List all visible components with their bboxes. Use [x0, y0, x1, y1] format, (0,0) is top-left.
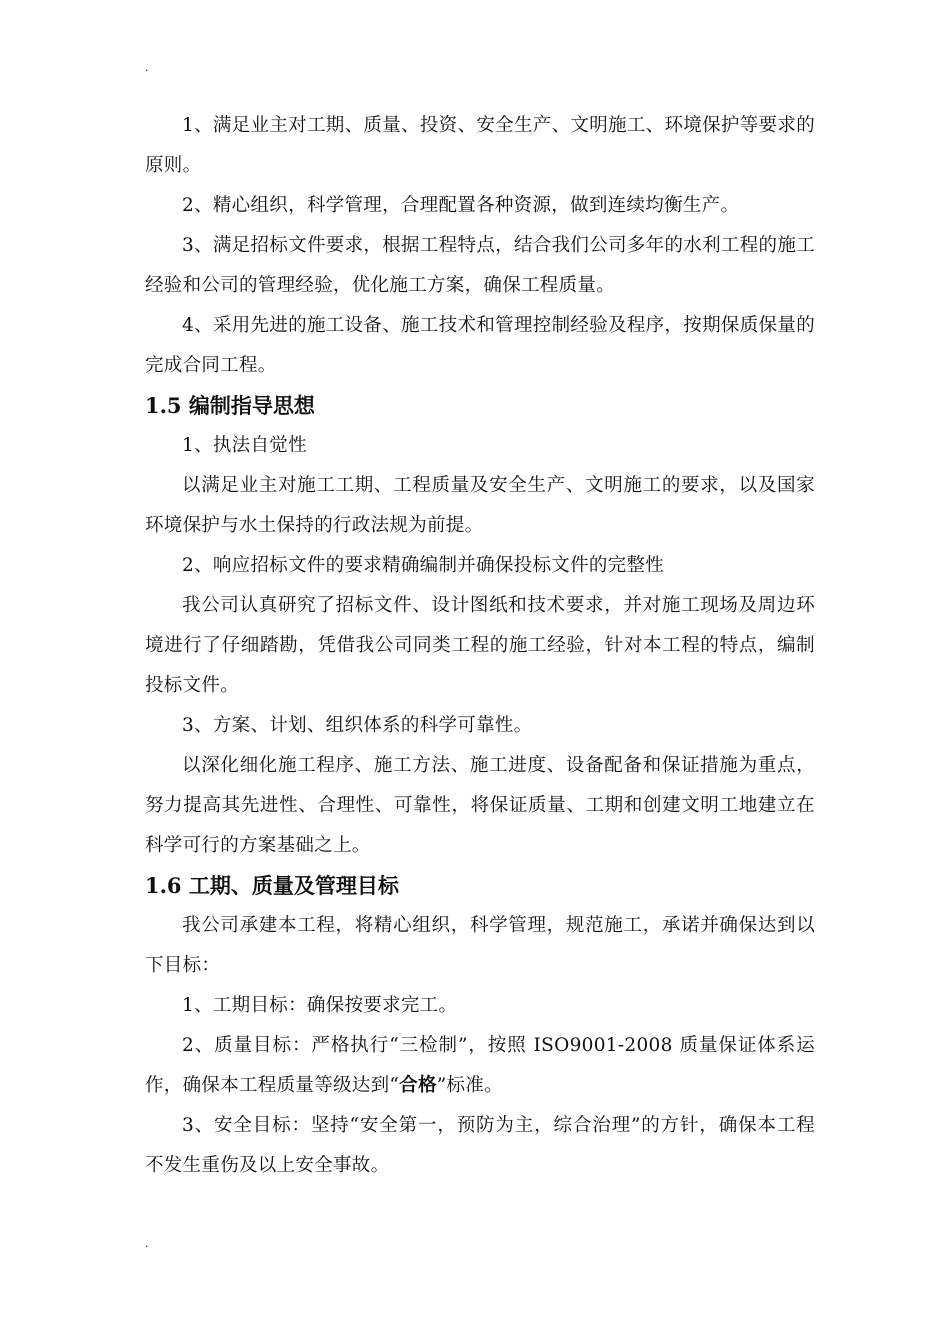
guideline-3-title: 3、方案、计划、组织体系的科学可靠性。: [182, 715, 533, 736]
goal-quality: [145, 1026, 815, 1106]
principle-1: 1、满足业主对工期、质量、投资、安全生产、文明施工、环境保护等要求的原则。: [145, 115, 815, 176]
principle-3: 3、满足招标文件要求，根据工程特点，结合我们公司多年的水利工程的施工经验和公司的管理经验，优化施工方案，确保工程质量。: [145, 235, 815, 296]
principle-4: 4、采用先进的施工设备、施工技术和管理控制经验及程序，按期保质保量的完成合同工程。: [145, 315, 815, 376]
page-marker-top: .: [145, 63, 149, 74]
goal-quality-text: 2、质量目标：严格执行“三检制”，按照 ISO9001-2008 质量保证体系运作，确保本工程质量等级达到“: [145, 1035, 815, 1096]
goal-quality-suffix: ”标准。: [436, 1075, 503, 1096]
goal-schedule: 1、工期目标：确保按要求完工。: [182, 995, 458, 1016]
guideline-1-body: 以满足业主对施工工期、工程质量及安全生产、文明施工的要求，以及国家环境保护与水土保持的行政法规为前提。: [145, 475, 815, 536]
document-body: [145, 106, 815, 1186]
principle-2: 2、精心组织，科学管理，合理配置各种资源，做到连续均衡生产。: [182, 195, 740, 216]
guideline-2-body: 我公司认真研究了招标文件、设计图纸和技术要求，并对施工现场及周边环境进行了仔细踏勘，凭借我公司同类工程的施工经验，针对本工程的特点，编制投标文件。: [145, 595, 815, 696]
guideline-2-title: 2、响应招标文件的要求精确编制并确保投标文件的完整性: [182, 555, 665, 576]
guideline-3-body: 以深化细化施工程序、施工方法、施工进度、设备配备和保证措施为重点，努力提高其先进性、合理性、可靠性，将保证质量、工期和创建文明工地建立在科学可行的方案基础之上。: [145, 755, 815, 856]
goals-intro: 我公司承建本工程，将精心组织，科学管理，规范施工，承诺并确保达到以下目标：: [145, 915, 815, 976]
section-heading-1-6: 1.6 工期、质量及管理目标: [145, 873, 399, 898]
goal-quality-grade: 合格: [399, 1075, 437, 1096]
page-marker-bottom: .: [145, 1239, 149, 1250]
goal-safety: 3、安全目标：坚持“安全第一，预防为主，综合治理”的方针，确保本工程不发生重伤及以上安全事故。: [145, 1115, 815, 1176]
section-heading-1-5: 1.5 编制指导思想: [145, 393, 315, 418]
guideline-1-title: 1、执法自觉性: [182, 435, 307, 456]
